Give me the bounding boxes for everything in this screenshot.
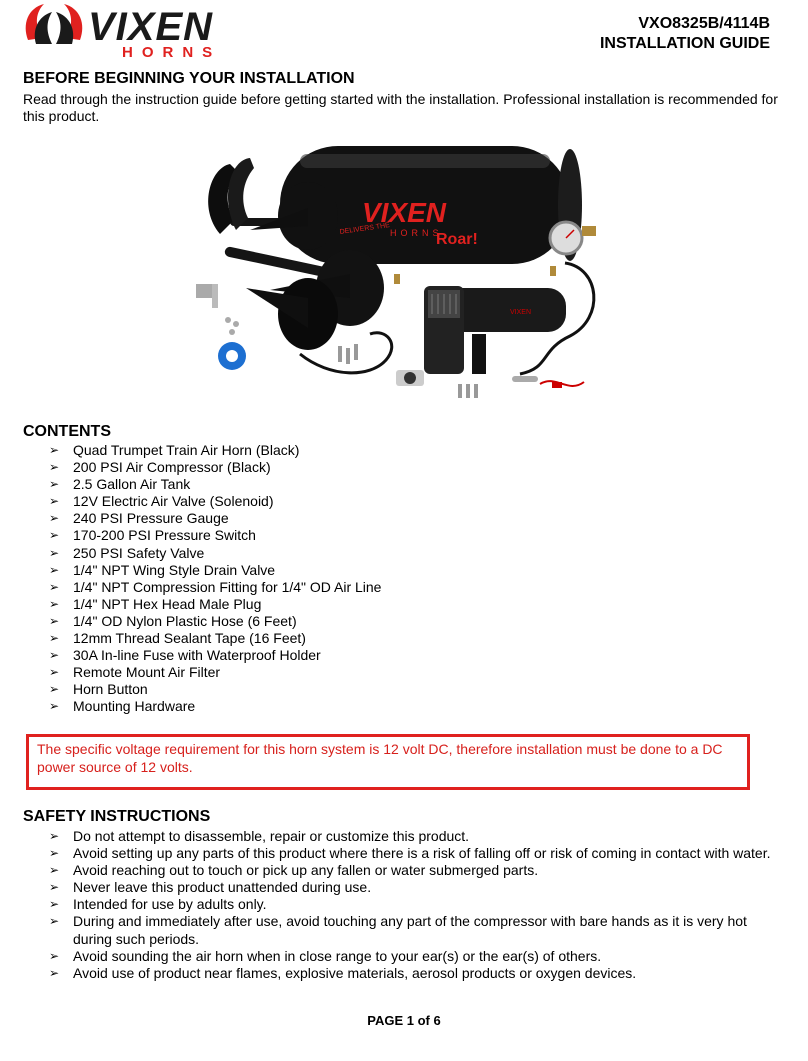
arrow-bullet-icon: ➢ — [49, 699, 60, 714]
list-item-text: 30A In-line Fuse with Waterproof Holder — [73, 647, 321, 664]
arrow-bullet-icon: ➢ — [49, 613, 60, 628]
contents-list — [49, 442, 381, 716]
arrow-bullet-icon: ➢ — [49, 631, 60, 646]
page-number: PAGE 1 of 6 — [367, 1013, 441, 1028]
list-item — [49, 476, 381, 493]
list-item-text: 200 PSI Air Compressor (Black) — [73, 459, 271, 476]
arrow-bullet-icon: ➢ — [49, 846, 60, 861]
list-item-text: 240 PSI Pressure Gauge — [73, 510, 229, 527]
list-item-text: 12mm Thread Sealant Tape (16 Feet) — [73, 630, 306, 647]
list-item — [49, 862, 779, 879]
list-item — [49, 579, 381, 596]
list-item-text: Do not attempt to disassemble, repair or customize this product. — [73, 828, 470, 844]
list-item-text: 12V Electric Air Valve (Solenoid) — [73, 493, 274, 510]
arrow-bullet-icon: ➢ — [49, 665, 60, 680]
pressure-gauge-icon — [550, 222, 596, 254]
arrow-bullet-icon: ➢ — [49, 829, 60, 843]
list-item — [49, 913, 779, 947]
intro-paragraph: Read through the instruction guide before getting started with the installation. Professional installation is recommended for this product. — [23, 91, 778, 124]
arrow-bullet-icon: ➢ — [49, 511, 60, 526]
arrow-bullet-icon: ➢ — [49, 914, 60, 929]
list-item — [49, 879, 779, 896]
list-item-text: 1/4" NPT Compression Fitting for 1/4" OD Air Line — [73, 578, 382, 595]
sealant-tape-icon — [218, 342, 246, 370]
contents-heading: CONTENTS — [23, 423, 111, 440]
list-item-text: Horn Button — [73, 681, 148, 698]
list-item-text: Quad Trumpet Train Air Horn (Black) — [73, 442, 300, 458]
list-item — [49, 948, 779, 965]
list-item — [49, 845, 779, 862]
logo-subtext: HORNS — [122, 44, 222, 60]
arrow-bullet-icon: ➢ — [49, 460, 60, 475]
tank-logo-text: VIXEN — [362, 197, 447, 228]
safety-list — [49, 828, 779, 982]
arrow-bullet-icon: ➢ — [49, 682, 60, 697]
tank-tagline: DELIVERS THE — [339, 222, 391, 236]
arrow-bullet-icon: ➢ — [49, 443, 60, 457]
svg-text:VIXEN: VIXEN — [510, 309, 532, 316]
list-item — [49, 493, 381, 510]
tank-logo-sub: HORNS — [390, 228, 443, 238]
arrow-bullet-icon: ➢ — [49, 494, 60, 509]
list-item — [49, 698, 381, 715]
list-item — [49, 647, 381, 664]
list-item-text: 1/4" OD Nylon Plastic Hose (6 Feet) — [73, 612, 297, 629]
list-item — [49, 681, 381, 698]
list-item — [49, 527, 381, 544]
list-item — [49, 562, 381, 579]
vixen-horns-logo — [22, 0, 242, 60]
list-item-text: Avoid sounding the air horn when in close range to your ear(s) or the ear(s) of others. — [73, 947, 602, 964]
list-item-text: Mounting Hardware — [73, 698, 196, 715]
mounting-bracket — [196, 284, 239, 335]
list-item-text: 1/4" NPT Wing Style Drain Valve — [73, 561, 276, 578]
arrow-bullet-icon: ➢ — [49, 579, 60, 594]
arrow-bullet-icon: ➢ — [49, 596, 60, 611]
list-item-text: 2.5 Gallon Air Tank — [73, 476, 191, 493]
ram-horn-icon — [26, 4, 83, 44]
list-item-text: 1/4" NPT Hex Head Male Plug — [73, 595, 262, 612]
tank-roar: Roar! — [436, 231, 478, 248]
list-item-text: Intended for use by adults only. — [73, 896, 267, 913]
horn-button-icon — [396, 370, 424, 386]
arrow-bullet-icon: ➢ — [49, 545, 60, 560]
voltage-warning-text: The specific voltage requirement for this horn system is 12 volt DC, therefore installation must be done to a DC power source of 12 volts. — [37, 741, 723, 775]
list-item — [49, 828, 779, 845]
arrow-bullet-icon: ➢ — [49, 477, 60, 492]
arrow-bullet-icon: ➢ — [49, 528, 60, 543]
arrow-bullet-icon: ➢ — [49, 880, 60, 895]
list-item — [49, 459, 381, 476]
model-number: VXO8325B/4114B — [638, 15, 770, 32]
document-title: INSTALLATION GUIDE — [599, 35, 770, 52]
list-item — [49, 442, 381, 459]
list-item — [49, 545, 381, 562]
before-heading: BEFORE BEGINNING YOUR INSTALLATION — [23, 70, 355, 87]
list-item-text: Remote Mount Air Filter — [73, 664, 221, 681]
list-item — [49, 596, 381, 613]
arrow-bullet-icon: ➢ — [49, 863, 60, 878]
arrow-bullet-icon: ➢ — [49, 897, 60, 912]
list-item-text: 170-200 PSI Pressure Switch — [73, 527, 256, 544]
list-item — [49, 896, 779, 913]
arrow-bullet-icon: ➢ — [49, 948, 60, 963]
arrow-bullet-icon: ➢ — [49, 648, 60, 663]
logo-wordmark: VIXEN — [88, 5, 214, 49]
air-filter — [512, 376, 538, 382]
voltage-warning-box — [26, 734, 750, 790]
list-item-text: Never leave this product unattended during use. — [73, 879, 372, 896]
list-item — [49, 664, 381, 681]
arrow-bullet-icon: ➢ — [49, 965, 60, 980]
list-item — [49, 965, 779, 982]
safety-heading: SAFETY INSTRUCTIONS — [23, 808, 211, 825]
list-item-text: 250 PSI Safety Valve — [73, 544, 205, 561]
list-item-text: Avoid reaching out to touch or pick up any fallen or water submerged parts. — [73, 862, 539, 879]
list-item-text: During and immediately after use, avoid touching any part of the compressor with bare hands as it is very hot during such periods. — [73, 913, 747, 947]
list-item-text: Avoid use of product near flames, explosive materials, aerosol products or oxygen devices. — [73, 964, 637, 981]
list-item-text: Avoid setting up any parts of this product where there is a risk of falling off or risk of coming in contact with water. — [73, 845, 771, 862]
list-item — [49, 613, 381, 630]
product-photo — [190, 138, 620, 410]
list-item — [49, 510, 381, 527]
arrow-bullet-icon: ➢ — [49, 562, 60, 577]
list-item — [49, 630, 381, 647]
